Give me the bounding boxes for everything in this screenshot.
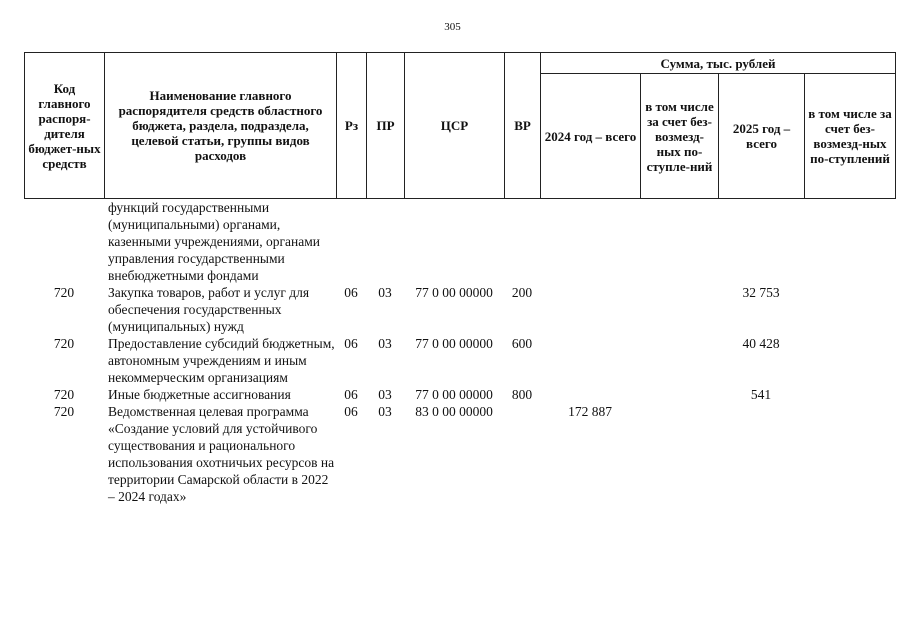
table-row xyxy=(24,199,895,284)
row-vr: 600 xyxy=(511,336,533,351)
table-header xyxy=(24,52,896,199)
row-rz: 06 xyxy=(344,336,358,351)
row-name: Предоставление субсидий бюджетным, автономным учреждениям и иным некоммерческим организациям xyxy=(108,336,335,385)
header-sum-group: Сумма, тыс. рублей xyxy=(541,53,896,74)
row-csr: 83 0 00 00000 xyxy=(415,404,493,419)
header-2024-gratuitous: в том числе за счет без-возмезд-ных по-ступле-ний xyxy=(641,74,719,199)
row-code: 720 xyxy=(53,336,75,351)
row-2024-total: 172 887 xyxy=(568,404,612,419)
header-name: Наименование главного распорядителя средств областного бюджета, раздела, подраздела, целевой статьи, группы видов расходов xyxy=(105,53,337,199)
row-2025-total: 40 428 xyxy=(742,336,780,351)
row-pr: 03 xyxy=(378,387,392,402)
row-2025-total: 32 753 xyxy=(742,285,780,300)
row-csr: 77 0 00 00000 xyxy=(415,336,493,351)
row-vr: 200 xyxy=(511,285,533,300)
table-row xyxy=(24,284,895,335)
row-pr: 03 xyxy=(378,285,392,300)
row-2025-total: 541 xyxy=(750,387,772,402)
row-name: Закупка товаров, работ и услуг для обеспечения государственных (муниципальных) нужд xyxy=(108,285,310,334)
row-rz: 06 xyxy=(344,285,358,300)
header-2024-total: 2024 год – всего xyxy=(541,74,641,199)
row-code: 720 xyxy=(53,285,75,300)
row-name: Ведомственная целевая программа «Создание условий для устойчивого существования и рационального использования охотничьих ресурсов на территории Самарской области в 2022 – 2024 годах» xyxy=(108,404,335,504)
header-csr: ЦСР xyxy=(405,53,505,199)
header-rz: Рз xyxy=(337,53,367,199)
header-code: Код главного распоря-дителя бюджет-ных средств xyxy=(25,53,105,199)
row-name: Иные бюджетные ассигнования xyxy=(108,387,291,402)
page-number: 305 xyxy=(444,21,461,33)
row-csr: 77 0 00 00000 xyxy=(415,387,493,402)
table-row xyxy=(24,386,895,403)
header-2025-total: 2025 год – всего xyxy=(719,74,805,199)
table-row xyxy=(24,403,895,505)
row-code: 720 xyxy=(53,387,75,402)
table-body xyxy=(24,199,895,505)
row-code: 720 xyxy=(53,404,75,419)
table-row xyxy=(24,335,895,386)
header-vr: ВР xyxy=(505,53,541,199)
header-2025-gratuitous: в том числе за счет без-возмезд-ных по-ступлений xyxy=(805,74,896,199)
row-name: функций государственными (муниципальными) органами, казенными учреждениями, органами управления государственными внебюджетными фондами xyxy=(108,200,320,283)
row-vr: 800 xyxy=(511,387,533,402)
row-pr: 03 xyxy=(378,336,392,351)
header-pr: ПР xyxy=(367,53,405,199)
row-rz: 06 xyxy=(344,387,358,402)
row-rz: 06 xyxy=(344,404,358,419)
row-csr: 77 0 00 00000 xyxy=(415,285,493,300)
row-pr: 03 xyxy=(378,404,392,419)
